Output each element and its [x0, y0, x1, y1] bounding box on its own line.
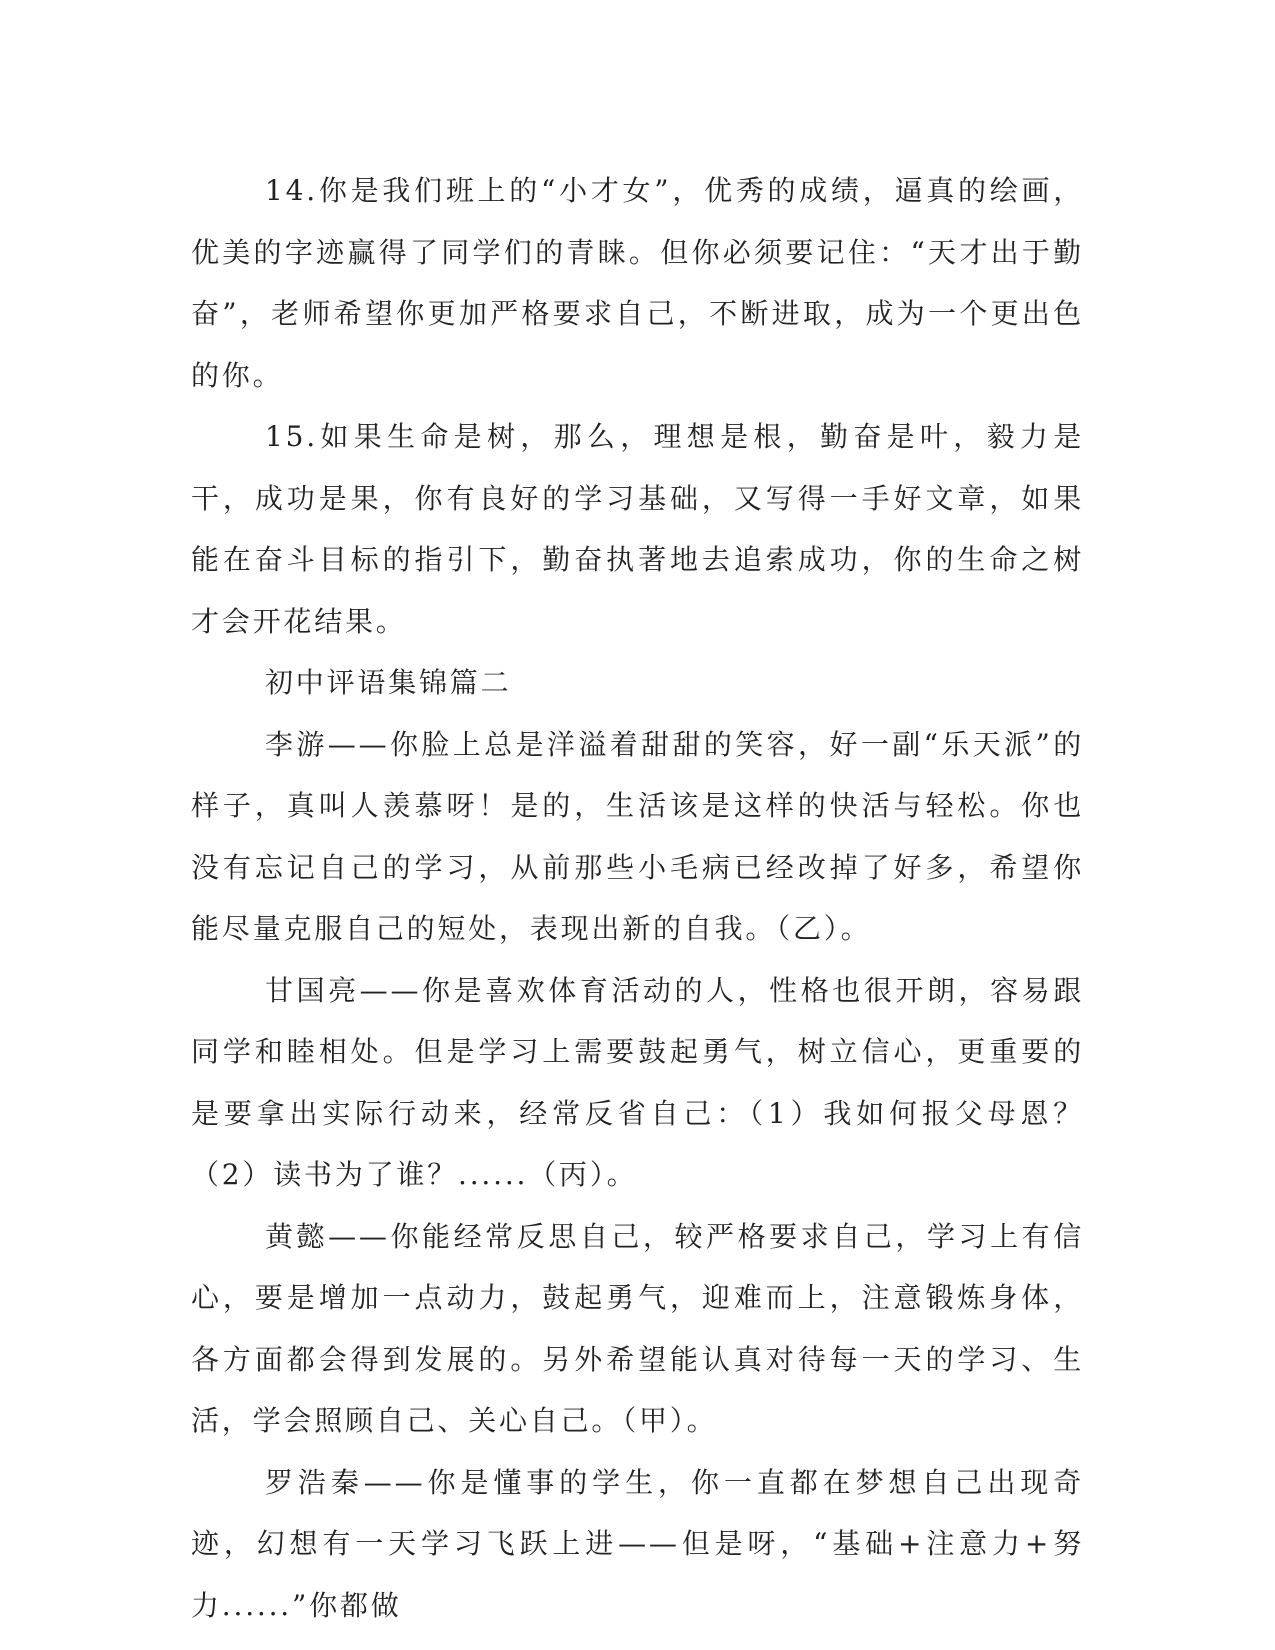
comment-huang-yi: 黄懿——你能经常反思自己，较严格要求自己，学习上有信心，要是增加一点动力，鼓起勇气，迎难而上，注意锻炼身体，各方面都会得到发展的。另外希望能认真对待每一天的学习、生活，学会照顾自己、关心自己。（甲）。: [191, 1219, 1084, 1437]
comment-li-you: 李游——你脸上总是洋溢着甜甜的笑容，好一副“乐天派”的样子，真叫人羡慕呀！是的，生活该是这样的快活与轻松。你也没有忘记自己的学习，从前那些小毛病已经改掉了好多，希望你能尽量克服自己的短处，表现出新的自我。（乙）。: [191, 727, 1084, 945]
comment-gan-guoliang: 甘国亮——你是喜欢体育活动的人，性格也很开朗，容易跟同学和睦相处。但是学习上需要鼓起勇气，树立信心，更重要的是要拿出实际行动来，经常反省自己：（1）我如何报父母恩？（2）读书为了谁？......（丙）。: [191, 973, 1084, 1191]
comment-luo-haoqin: 罗浩秦——你是懂事的学生，你一直都在梦想自己出现奇迹，幻想有一天学习飞跃上进——但是呀，“基础+注意力+努力......”你都做: [191, 1465, 1084, 1622]
paragraph-14: 14.你是我们班上的“小才女”，优秀的成绩，逼真的绘画，优美的字迹赢得了同学们的青睐。但你必须要记住：“天才出于勤奋”，老师希望你更加严格要求自己，不断进取，成为一个更出色的你。: [191, 174, 1084, 392]
document-body: [191, 160, 1084, 1636]
paragraph-15: 15.如果生命是树，那么，理想是根，勤奋是叶，毅力是干，成功是果，你有良好的学习基础，又写得一手好文章，如果能在奋斗目标的指引下，勤奋执著地去追索成功，你的生命之树才会开花结果。: [191, 420, 1084, 638]
section-heading: 初中评语集锦篇二: [265, 666, 512, 699]
